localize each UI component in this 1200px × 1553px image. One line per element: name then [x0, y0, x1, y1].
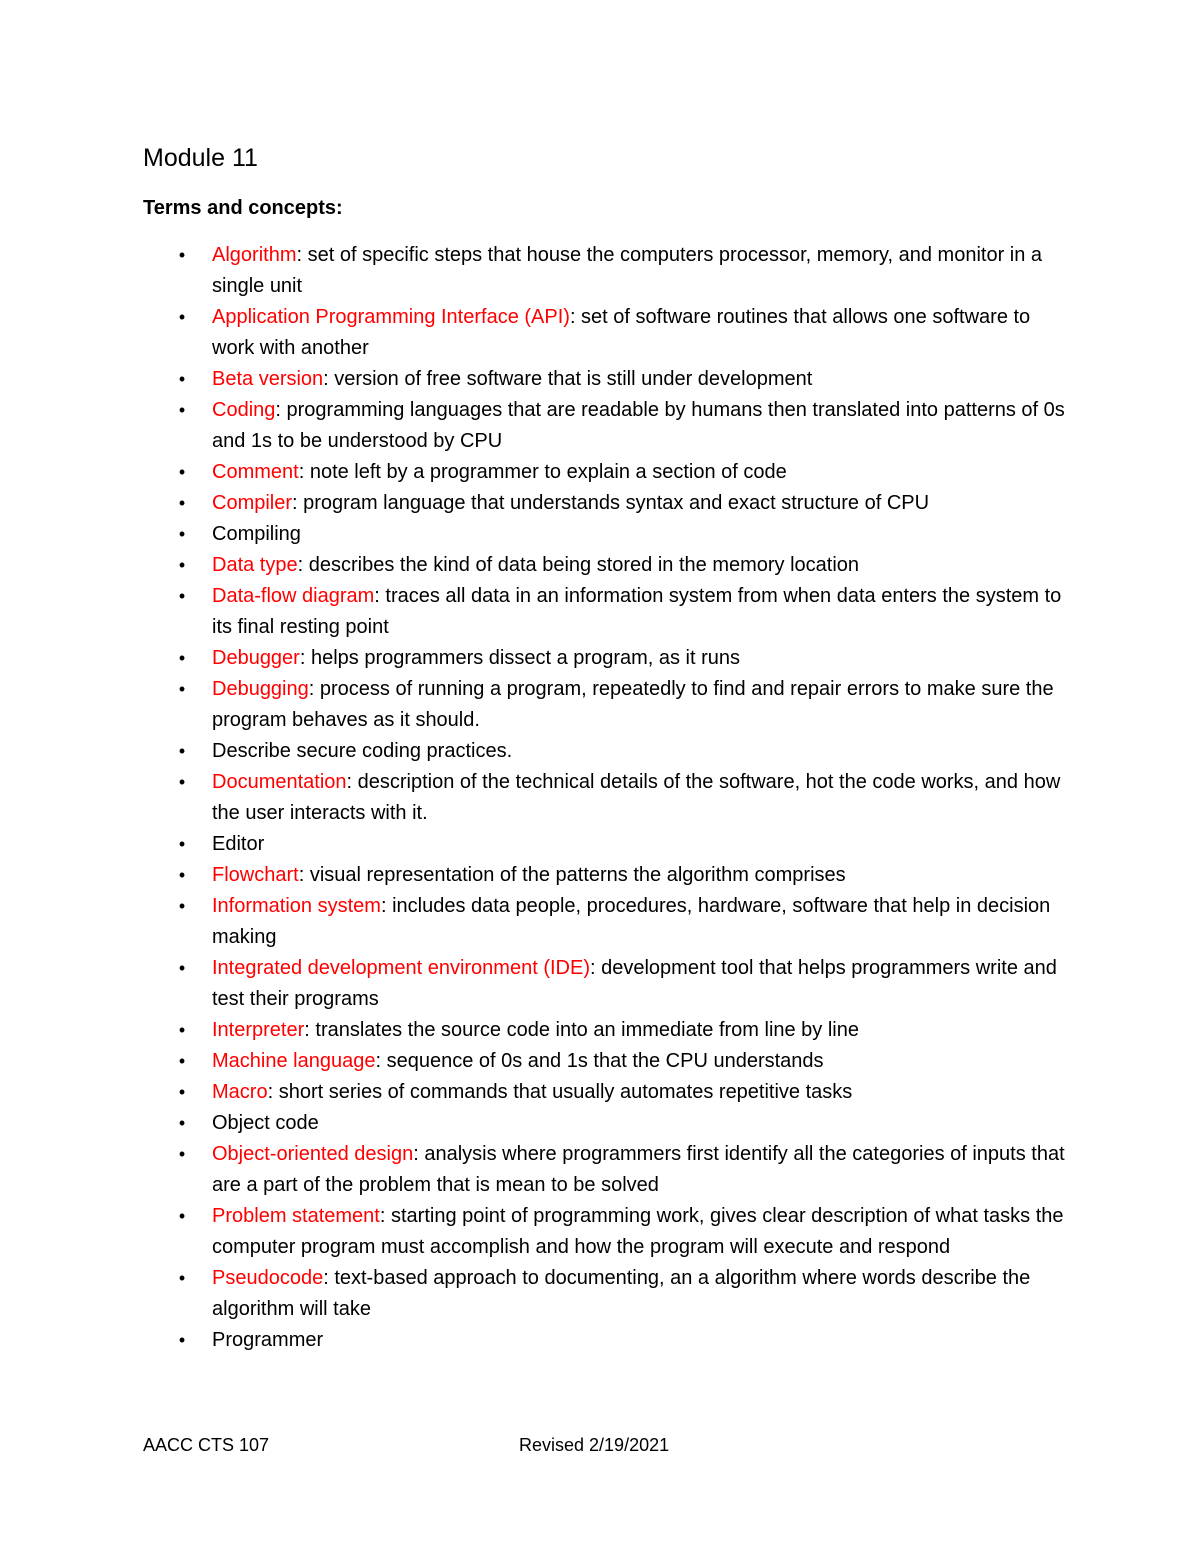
term-separator: :: [375, 1050, 382, 1072]
term-name: Information system: [212, 895, 381, 917]
list-item: [178, 860, 1072, 891]
term-definition: sequence of 0s and 1s that the CPU understands: [381, 1050, 824, 1072]
bullet-icon: •: [178, 462, 186, 482]
term-separator: :: [298, 461, 305, 483]
page-title: Module 11: [143, 144, 258, 172]
term-separator: :: [299, 647, 306, 669]
bullet-icon: •: [178, 493, 186, 513]
term-definition: translates the source code into an immediate from line by line: [309, 1019, 859, 1041]
section-heading: Terms and concepts:: [143, 197, 343, 219]
term-definition: set of specific steps that house the computers processor, memory, and monitor in a single unit: [212, 244, 1043, 297]
footer-course: AACC CTS 107: [143, 1435, 270, 1455]
term-name: Interpreter: [212, 1019, 305, 1041]
bullet-icon: •: [178, 369, 186, 389]
term-definition: development tool that helps programmers write and test their programs: [212, 957, 1057, 1010]
term-name: Integrated development environment (IDE): [212, 957, 590, 979]
bullet-icon: •: [178, 245, 186, 265]
list-item: [178, 643, 1072, 674]
term-definition: Programmer: [212, 1329, 324, 1351]
term-name: Compiler: [212, 492, 293, 514]
bullet-icon: •: [178, 586, 186, 606]
term-definition: visual representation of the patterns the algorithm comprises: [304, 864, 846, 886]
term-definition: version of free software that is still under development: [328, 368, 813, 390]
term-separator: :: [298, 864, 305, 886]
term-separator: :: [323, 368, 329, 390]
term-separator: :: [569, 306, 576, 328]
bullet-icon: •: [178, 1206, 186, 1226]
term-definition: programming languages that are readable by humans then translated into patterns of 0s and 1s to be understood by CPU: [212, 399, 1065, 452]
bullet-icon: •: [178, 772, 186, 792]
bullet-icon: •: [178, 1113, 186, 1133]
list-item: [178, 953, 1072, 1015]
list-item: [178, 395, 1072, 457]
bullet-icon: •: [178, 400, 186, 420]
term-definition: Compiling: [212, 523, 301, 545]
bullet-icon: •: [178, 1144, 186, 1164]
list-item: [178, 674, 1072, 736]
list-item: [178, 891, 1072, 953]
terms-list: [178, 240, 1072, 1356]
list-item: [178, 1263, 1072, 1325]
term-separator: :: [292, 492, 298, 514]
list-item: [178, 581, 1072, 643]
term-name: Debugging: [212, 678, 309, 700]
bullet-icon: •: [178, 1268, 186, 1288]
list-item: [178, 736, 1072, 767]
term-definition: analysis where programmers first identify all the categories of inputs that are a part of the problem that is mean to be solved: [212, 1143, 1065, 1196]
term-separator: :: [589, 957, 596, 979]
term-name: Object-oriented design: [212, 1143, 414, 1165]
term-separator: :: [379, 1205, 386, 1227]
term-definition: describes the kind of data being stored in the memory location: [303, 554, 860, 576]
bullet-icon: •: [178, 1330, 186, 1350]
term-name: Flowchart: [212, 864, 299, 886]
bullet-icon: •: [178, 1051, 186, 1071]
bullet-icon: •: [178, 834, 186, 854]
term-separator: :: [297, 554, 304, 576]
term-definition: Editor: [212, 833, 265, 855]
bullet-icon: •: [178, 1020, 186, 1040]
bullet-icon: •: [178, 555, 186, 575]
term-name: Data type: [212, 554, 298, 576]
list-item: [178, 1108, 1072, 1139]
term-separator: :: [413, 1143, 419, 1165]
list-item: [178, 1201, 1072, 1263]
term-separator: :: [346, 771, 353, 793]
term-definition: traces all data in an information system from when data enters the system to its final resting point: [212, 585, 1062, 638]
term-definition: helps programmers dissect a program, as it runs: [305, 647, 741, 669]
term-separator: :: [380, 895, 387, 917]
term-definition: note left by a programmer to explain a section of code: [304, 461, 787, 483]
term-name: Beta version: [212, 368, 324, 390]
term-name: Coding: [212, 399, 276, 421]
term-definition: set of software routines that allows one software to work with another: [212, 306, 1031, 359]
list-item: [178, 550, 1072, 581]
bullet-icon: •: [178, 865, 186, 885]
term-definition: text-based approach to documenting, an a algorithm where words describe the algorithm will take: [212, 1267, 1031, 1320]
list-item: [178, 1325, 1072, 1356]
list-item: [178, 1139, 1072, 1201]
term-definition: Object code: [212, 1112, 319, 1134]
list-item: [178, 1015, 1072, 1046]
term-definition: program language that understands syntax and exact structure of CPU: [297, 492, 930, 514]
term-separator: :: [304, 1019, 310, 1041]
term-name: Debugger: [212, 647, 300, 669]
list-item: [178, 829, 1072, 860]
term-definition: short series of commands that usually automates repetitive tasks: [273, 1081, 853, 1103]
term-name: Documentation: [212, 771, 347, 793]
bullet-icon: •: [178, 958, 186, 978]
term-separator: :: [267, 1081, 274, 1103]
bullet-icon: •: [178, 648, 186, 668]
list-item: [178, 240, 1072, 302]
term-separator: :: [275, 399, 281, 421]
term-name: Application Programming Interface (API): [212, 306, 570, 328]
list-item: [178, 488, 1072, 519]
term-separator: :: [374, 585, 380, 607]
term-name: Comment: [212, 461, 299, 483]
term-name: Macro: [212, 1081, 268, 1103]
term-name: Algorithm: [212, 244, 297, 266]
list-item: [178, 302, 1072, 364]
term-definition: starting point of programming work, gives clear description of what tasks the computer program must accomplish and how the program will execute and respond: [212, 1205, 1064, 1258]
bullet-icon: •: [178, 741, 186, 761]
term-definition: includes data people, procedures, hardware, software that help in decision making: [212, 895, 1051, 948]
term-name: Machine language: [212, 1050, 376, 1072]
list-item: [178, 519, 1072, 550]
term-name: Data-flow diagram: [212, 585, 375, 607]
term-definition: description of the technical details of the software, hot the code works, and how the user interacts with it.: [212, 771, 1061, 824]
term-name: Problem statement: [212, 1205, 380, 1227]
term-separator: :: [323, 1267, 329, 1289]
bullet-icon: •: [178, 524, 186, 544]
list-item: [178, 364, 1072, 395]
bullet-icon: •: [178, 679, 186, 699]
bullet-icon: •: [178, 307, 186, 327]
term-definition: process of running a program, repeatedly to find and repair errors to make sure the program behaves as it should.: [212, 678, 1054, 731]
list-item: [178, 457, 1072, 488]
footer-revision: Revised 2/19/2021: [519, 1435, 670, 1455]
bullet-icon: •: [178, 896, 186, 916]
list-item: [178, 767, 1072, 829]
term-name: Pseudocode: [212, 1267, 324, 1289]
term-definition: Describe secure coding practices.: [212, 740, 513, 762]
list-item: [178, 1077, 1072, 1108]
bullet-icon: •: [178, 1082, 186, 1102]
list-item: [178, 1046, 1072, 1077]
term-separator: :: [308, 678, 315, 700]
term-separator: :: [296, 244, 303, 266]
